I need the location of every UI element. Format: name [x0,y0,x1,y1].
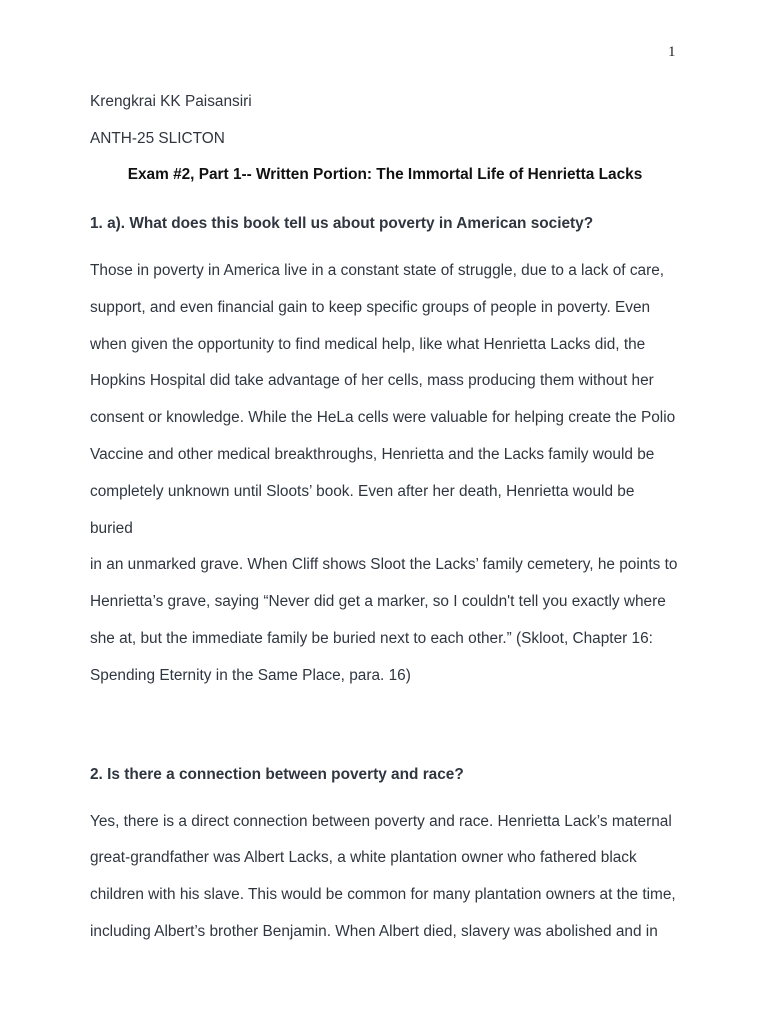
document-body [90,92,680,951]
section-1 [90,214,680,695]
answer-line: Henrietta’s grave, saying “Never did get a marker, so I couldn't tell you exactly where [90,593,666,611]
answer-line: Yes, there is a direct connection between poverty and race. Henrietta Lack’s maternal [90,812,672,830]
question-heading: 1. a). What does this book tell us about poverty in American society? [90,215,594,232]
answer-paragraph [90,804,680,951]
page-number: 1 [668,44,676,60]
course-name: ANTH-25 SLICTON [90,130,225,147]
answer-line: Those in poverty in America live in a constant state of struggle, due to a lack of care, [90,262,665,279]
answer-line: she at, but the immediate family be buried next to each other.” (Skloot, Chapter 16: [90,629,653,647]
answer-line: including Albert’s brother Benjamin. When Albert died, slavery was abolished and in [90,922,658,940]
answer-paragraph [90,253,680,695]
answer-line: Hopkins Hospital did take advantage of her cells, mass producing them without her [90,372,654,390]
answer-line: support, and even financial gain to keep specific groups of people in poverty. Even [90,298,651,316]
document-title: Exam #2, Part 1-- Written Portion: The Immortal Life of Henrietta Lacks [127,166,643,183]
answer-line: Vaccine and other medical breakthroughs, Henrietta and the Lacks family would be [90,445,655,463]
section-spacer [90,695,680,765]
answer-line: Spending Eternity in the Same Place, para. 16) [90,666,411,684]
section-2 [90,765,680,951]
question-heading: 2. Is there a connection between poverty and race? [90,765,464,783]
answer-line: in an unmarked grave. When Cliff shows Sloot the Lacks’ family cemetery, he points to [90,556,678,574]
answer-line: consent or knowledge. While the HeLa cells were valuable for helping create the Polio [90,409,676,427]
answer-line: when given the opportunity to find medical help, like what Henrietta Lacks did, the [90,335,646,353]
author-name: Krengkrai KK Paisansiri [90,93,252,110]
answer-line: completely unknown until Sloots’ book. Even after her death, Henrietta would be buried [90,482,635,537]
answer-line: great-grandfather was Albert Lacks, a white plantation owner who fathered black [90,849,637,867]
answer-line: children with his slave. This would be common for many plantation owners at the time, [90,886,676,904]
